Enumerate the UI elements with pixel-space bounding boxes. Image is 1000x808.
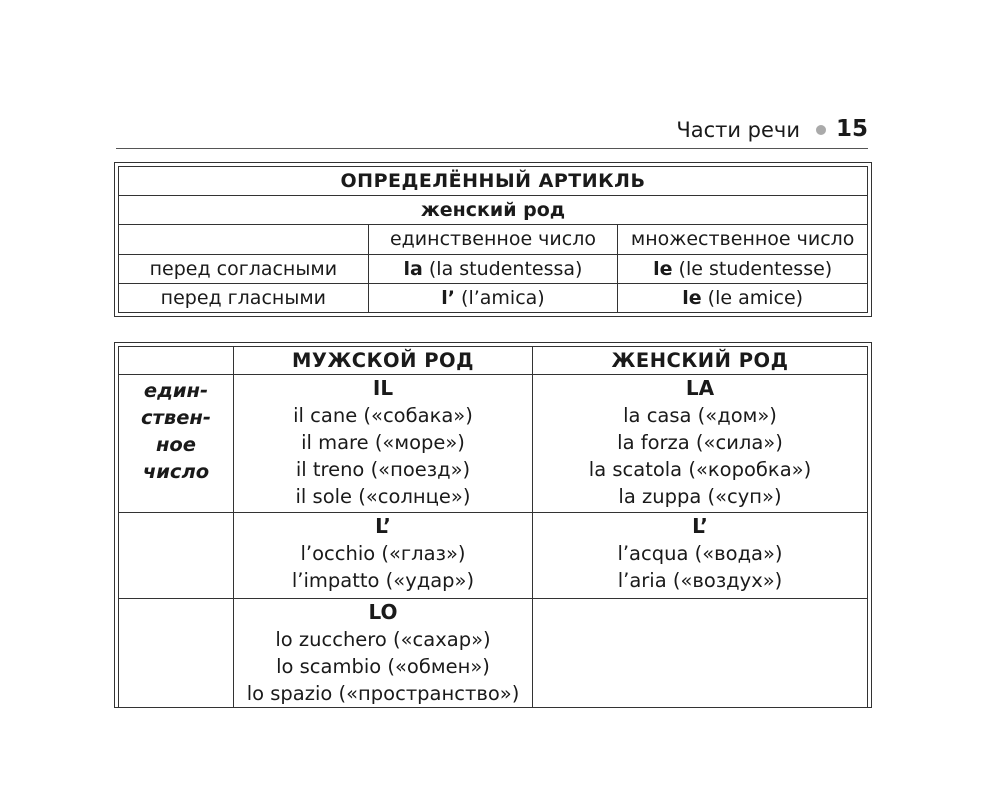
- example: il treno («поезд»): [295, 458, 471, 481]
- table1-empty-cell: [119, 225, 369, 254]
- example: lo spazio («пространство»): [246, 682, 520, 705]
- article: le: [682, 286, 702, 309]
- example: la casa («дом»): [623, 404, 777, 427]
- article: IL: [372, 376, 394, 400]
- table-row: [119, 283, 868, 312]
- table-row: [119, 599, 868, 708]
- article: LA: [685, 376, 715, 400]
- example: (la studentessa): [422, 257, 583, 280]
- example: il mare («море»): [301, 431, 465, 454]
- feminine-cell: [533, 513, 868, 599]
- row-label: перед гласными: [119, 283, 369, 312]
- gender-article-table: [114, 342, 872, 708]
- plural-cell: [618, 254, 868, 283]
- example: l’occhio («глаз»): [300, 542, 466, 565]
- row-label-line: ное: [155, 433, 197, 456]
- article: L’: [375, 514, 391, 538]
- article: LO: [368, 600, 398, 624]
- table-row: [119, 513, 868, 599]
- singular-cell: [368, 283, 618, 312]
- table-row: [119, 375, 868, 513]
- example: (le amice): [701, 286, 804, 309]
- article: la: [403, 257, 423, 280]
- bullet-icon: [816, 125, 826, 135]
- article: le: [653, 257, 673, 280]
- feminine-cell: [533, 375, 868, 513]
- col-masculine: МУЖСКОЙ РОД: [234, 347, 533, 375]
- row-label-line: число: [142, 460, 210, 483]
- table1-col-singular: единственное число: [368, 225, 618, 254]
- row-label-line: един-: [143, 379, 209, 402]
- example: (le studentesse): [672, 257, 833, 280]
- example: lo zucchero («сахар»): [275, 628, 491, 651]
- page-number: 15: [835, 116, 868, 142]
- example: la forza («сила»): [617, 431, 783, 454]
- article: L’: [692, 514, 708, 538]
- table1-title: ОПРЕДЕЛЁННЫЙ АРТИКЛЬ: [119, 167, 868, 196]
- row-label-empty: [119, 513, 234, 599]
- example: l’aria («воздух»): [617, 569, 783, 592]
- col-feminine: ЖЕНСКИЙ РОД: [533, 347, 868, 375]
- example: il cane («собака»): [293, 404, 473, 427]
- example: la zuppa («суп»): [618, 485, 782, 508]
- masculine-cell: [234, 375, 533, 513]
- table1-col-plural: множественное число: [618, 225, 868, 254]
- table1-subtitle: женский род: [119, 196, 868, 225]
- article: l’: [441, 286, 455, 309]
- row-label: перед согласными: [119, 254, 369, 283]
- example: (l’amica): [455, 286, 545, 309]
- table-row: [119, 254, 868, 283]
- row-label-line: ствен-: [141, 406, 211, 429]
- masculine-cell: [234, 599, 533, 708]
- row-label-singular: [119, 375, 234, 513]
- masculine-cell: [234, 513, 533, 599]
- feminine-cell-empty: [533, 599, 868, 708]
- table2-empty-cell: [119, 347, 234, 375]
- page-header: [116, 112, 868, 149]
- singular-cell: [368, 254, 618, 283]
- plural-cell: [618, 283, 868, 312]
- example: la scatola («коробка»): [588, 458, 812, 481]
- definite-article-table: [114, 162, 872, 317]
- example: lo scambio («обмен»): [276, 655, 490, 678]
- example: il sole («солнце»): [295, 485, 471, 508]
- example: l’impatto («удар»): [291, 569, 475, 592]
- section-title: Части речи: [676, 118, 800, 142]
- row-label-empty: [119, 599, 234, 708]
- example: l’acqua («вода»): [617, 542, 783, 565]
